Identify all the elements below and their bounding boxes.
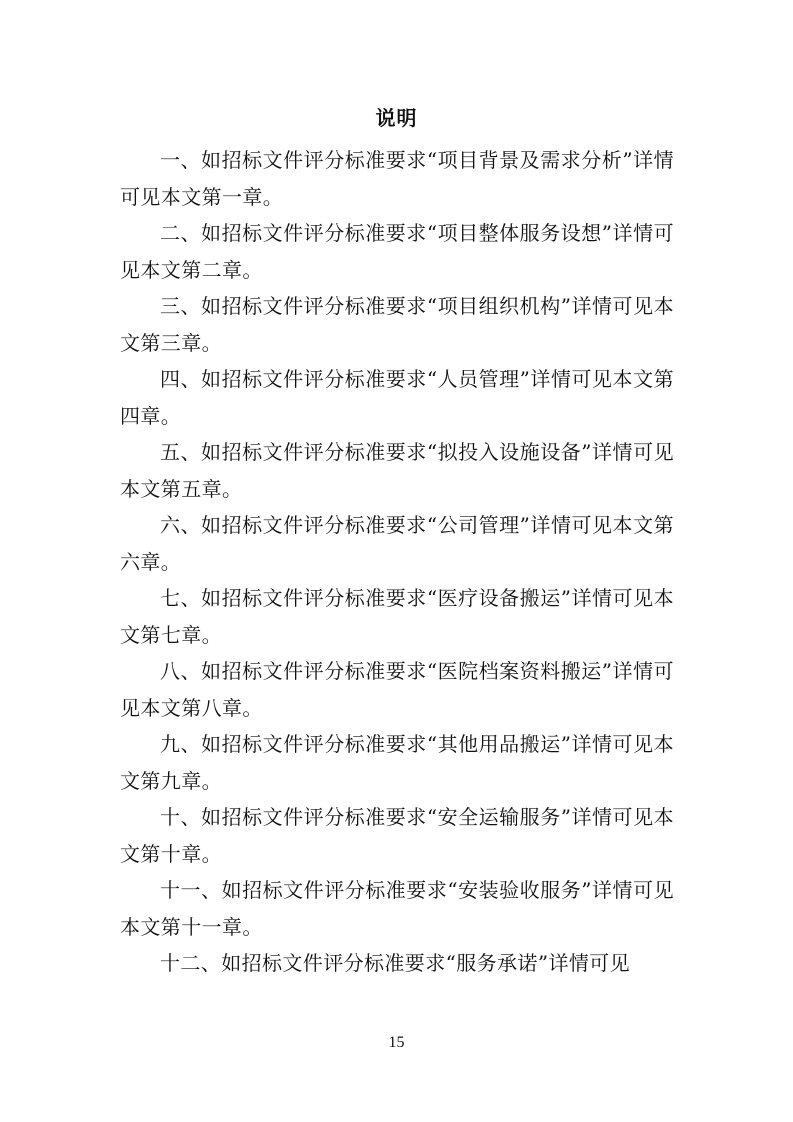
paragraph-3: 三、如招标文件评分标准要求“项目组织机构”详情可见本文第三章。 (120, 294, 674, 355)
paragraph-5: 五、如招标文件评分标准要求“拟投入设施设备”详情可见本文第五章。 (120, 440, 674, 501)
paragraph-1: 一、如招标文件评分标准要求“项目背景及需求分析”详情可见本文第一章。 (120, 148, 674, 209)
paragraph-11: 十一、如招标文件评分标准要求“安装验收服务”详情可见本文第十一章。 (120, 878, 674, 939)
paragraph-4: 四、如招标文件评分标准要求“人员管理”详情可见本文第四章。 (120, 367, 674, 428)
paragraph-7: 七、如招标文件评分标准要求“医疗设备搬运”详情可见本文第七章。 (120, 586, 674, 647)
document-body (120, 142, 674, 982)
paragraph-12: 十二、如招标文件评分标准要求“服务承诺”详情可见 (160, 951, 631, 975)
paragraph-8: 八、如招标文件评分标准要求“医院档案资料搬运”详情可见本文第八章。 (120, 659, 674, 720)
paragraph-2: 二、如招标文件评分标准要求“项目整体服务设想”详情可见本文第二章。 (120, 221, 674, 282)
page-title: 说明 (375, 106, 418, 130)
paragraph-9: 九、如招标文件评分标准要求“其他用品搬运”详情可见本文第九章。 (120, 732, 674, 793)
paragraph-6: 六、如招标文件评分标准要求“公司管理”详情可见本文第六章。 (120, 513, 674, 574)
page-number: 15 (388, 1034, 405, 1051)
paragraph-10: 十、如招标文件评分标准要求“安全运输服务”详情可见本文第十章。 (120, 805, 674, 866)
